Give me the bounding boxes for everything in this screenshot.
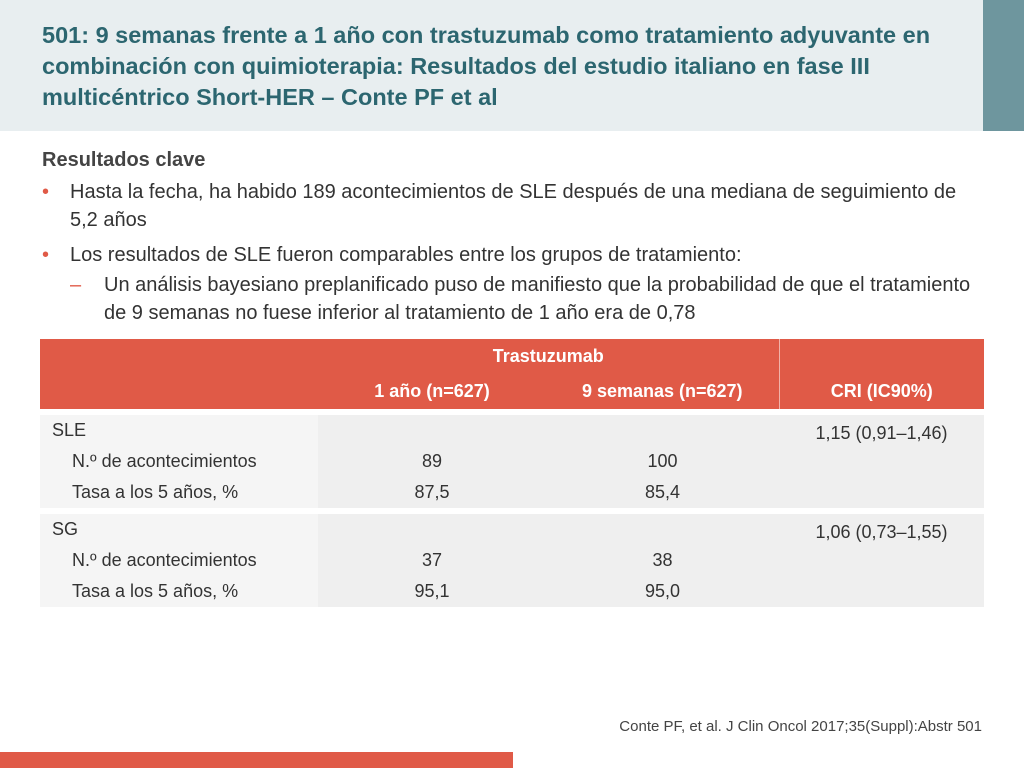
value-9-weeks: 38 (546, 545, 779, 576)
col-cri-header: CRI (IC90%) (779, 374, 984, 409)
table-header-row (40, 374, 984, 409)
bullet-item (42, 241, 982, 269)
value-9-weeks: 100 (546, 446, 779, 477)
header-empty-cell (40, 339, 318, 374)
trastuzumab-header: Trastuzumab (318, 339, 779, 374)
footer-accent-bar (0, 752, 513, 768)
row-label: N.º de acontecimientos (40, 545, 318, 576)
group-name: SG (40, 514, 318, 545)
bullet-text: Hasta la fecha, ha habido 189 acontecimientos de SLE después de una mediana de seguimiento de 5,2 años (70, 181, 957, 231)
row-label: Tasa a los 5 años, % (40, 576, 318, 607)
value-1-year: 89 (318, 446, 546, 477)
section-title: Resultados clave (42, 149, 206, 171)
slide-title: 501: 9 semanas frente a 1 año con trastuzumab como tratamiento adyuvante en combinación con quimioterapia: Resultados del estudio italiano en fase III multicéntrico Short-HER – Conte PF et al (42, 22, 931, 110)
table-row (40, 415, 984, 446)
value-9-weeks: 85,4 (546, 477, 779, 508)
sub-bullet-item (42, 271, 982, 327)
group-name: SLE (40, 415, 318, 446)
cri-value: 1,15 (0,91–1,46) (779, 415, 984, 508)
bullet-dot-icon: • (42, 181, 50, 203)
col-1-year-header: 1 año (n=627) (318, 374, 546, 409)
bullet-dot-icon: • (42, 244, 50, 266)
col-9-weeks-header: 9 semanas (n=627) (546, 374, 779, 409)
header-empty-cell (779, 339, 984, 374)
citation: Conte PF, et al. J Clin Oncol 2017;35(Suppl):Abstr 501 (619, 718, 982, 735)
value-1-year: 37 (318, 545, 546, 576)
dash-icon: – (70, 274, 82, 296)
row-label: N.º de acontecimientos (40, 446, 318, 477)
results-table (40, 339, 984, 607)
cri-value: 1,06 (0,73–1,55) (779, 514, 984, 607)
bullet-text: Los resultados de SLE fueron comparables entre los grupos de tratamiento: (70, 244, 742, 266)
table-header-row (40, 339, 984, 374)
table-row (40, 514, 984, 545)
value-9-weeks: 95,0 (546, 576, 779, 607)
sub-bullet-text: Un análisis bayesiano preplanificado puso de manifiesto que la probabilidad de que el tratamiento de 9 semanas no fuese inferior al tratamiento de 1 año era de 0,78 (104, 274, 971, 324)
value-1-year: 95,1 (318, 576, 546, 607)
bullet-item (42, 178, 982, 234)
key-results (42, 146, 982, 327)
title-banner-accent (983, 0, 1024, 131)
value-1-year: 87,5 (318, 477, 546, 508)
header-empty-cell (40, 374, 318, 409)
row-label: Tasa a los 5 años, % (40, 477, 318, 508)
